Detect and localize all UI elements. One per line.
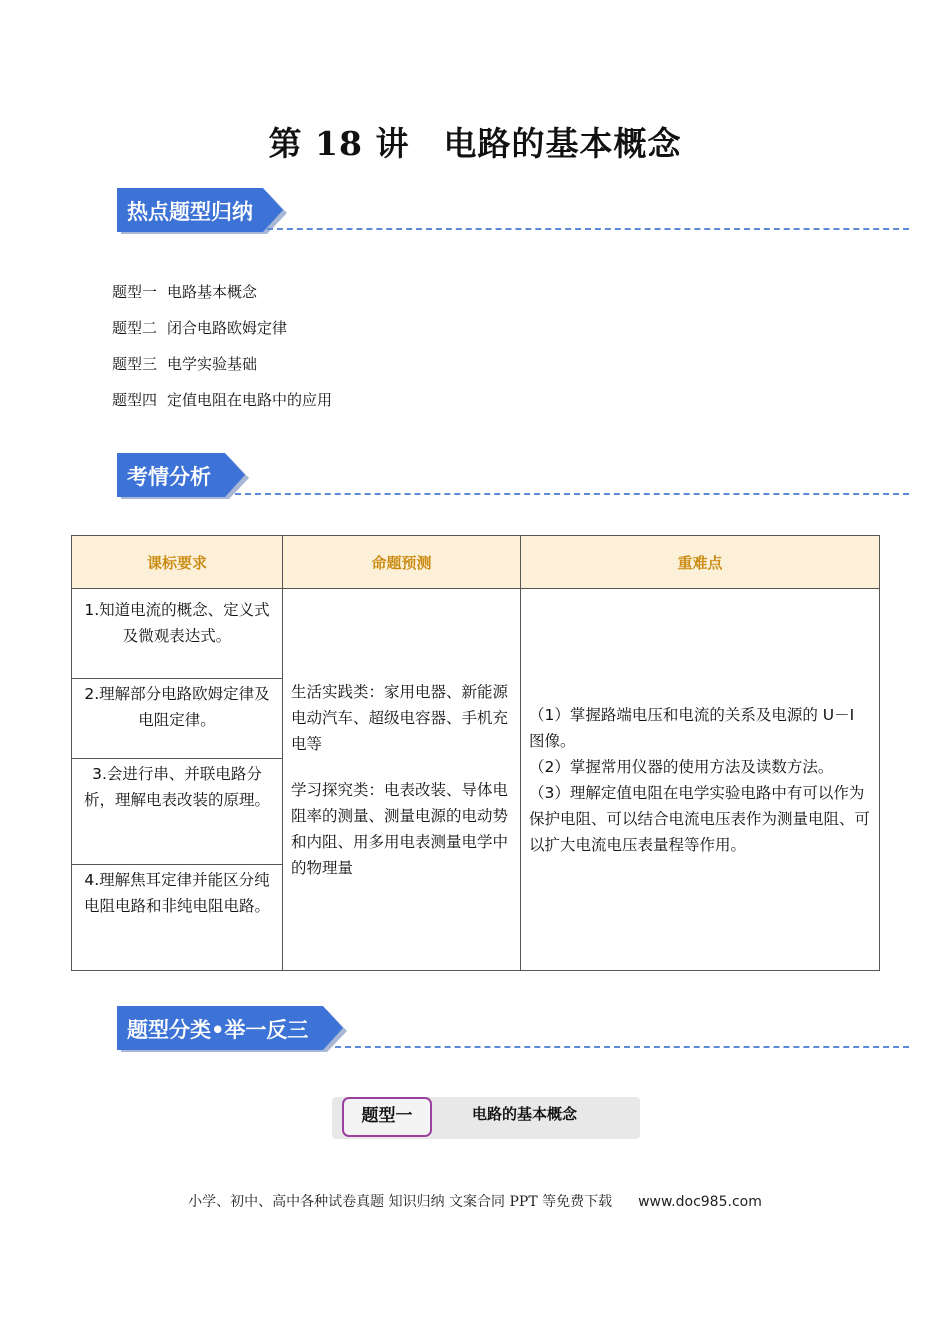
dashed-divider [335,1046,909,1048]
banner-exam-analysis [117,453,909,499]
page-title: 第 18 讲 电路的基本概念 [268,124,682,163]
topic-item: 题型四 定值电阻在电路中的应用 [112,391,333,409]
topic-item: 题型三 电学实验基础 [112,355,258,373]
table-header: 命题预测 [283,536,521,589]
section-tag: 题型一 [342,1097,432,1137]
requirement-cell: 1.知道电流的概念、定义式及微观表达式。 [72,589,283,679]
footer-url[interactable]: www.doc985.com [638,1194,762,1210]
topic-item: 题型二 闭合电路欧姆定律 [112,319,288,337]
dashed-divider [235,493,909,495]
requirement-cell: 4.理解焦耳定律并能区分纯电阻电路和非纯电阻电路。 [72,865,283,971]
requirement-cell: 3.会进行串、并联电路分析，理解电表改装的原理。 [72,759,283,865]
banner-classification [117,1006,909,1052]
topic-list [112,274,332,418]
banner-hot-types [117,188,909,234]
key-point-text: （1）掌握路端电压和电流的关系及电源的 U－I 图像。 [529,705,855,750]
banner-label: 考情分析 [127,465,211,489]
requirement-cell: 2.理解部分电路欧姆定律及电阻定律。 [72,679,283,759]
table-header: 重难点 [521,536,880,589]
key-point-text: （3）理解定值电阻在电学实验电路中有可以作为保护电阻、可以结合电流电压表作为测量电阻、可以扩大电流电压表量程等作用。 [529,783,871,854]
section-name: 电路的基本概念 [472,1105,578,1123]
section-heading [332,1097,640,1139]
key-point-text: （2）掌握常用仪器的使用方法及读数方法。 [529,757,834,776]
banner-label: 热点题型归纳 [127,200,253,224]
footer-text: 小学、初中、高中各种试卷真题 知识归纳 文案合同 PPT 等免费下载 [188,1194,613,1210]
exam-analysis-table [71,535,880,971]
prediction-text: 学习探究类：电表改装、导体电阻率的测量、测量电源的电动势和内阻、用多用电表测量电学中的物理量 [291,780,509,877]
key-points-cell [521,589,880,971]
footer [0,1191,950,1211]
dashed-divider [267,228,909,230]
banner-label: 题型分类•举一反三 [127,1018,309,1042]
prediction-cell [283,589,521,971]
prediction-text: 生活实践类：家用电器、新能源电动汽车、超级电容器、手机充电等 [291,682,509,753]
table-header: 课标要求 [72,536,283,589]
topic-item: 题型一 电路基本概念 [112,283,258,301]
